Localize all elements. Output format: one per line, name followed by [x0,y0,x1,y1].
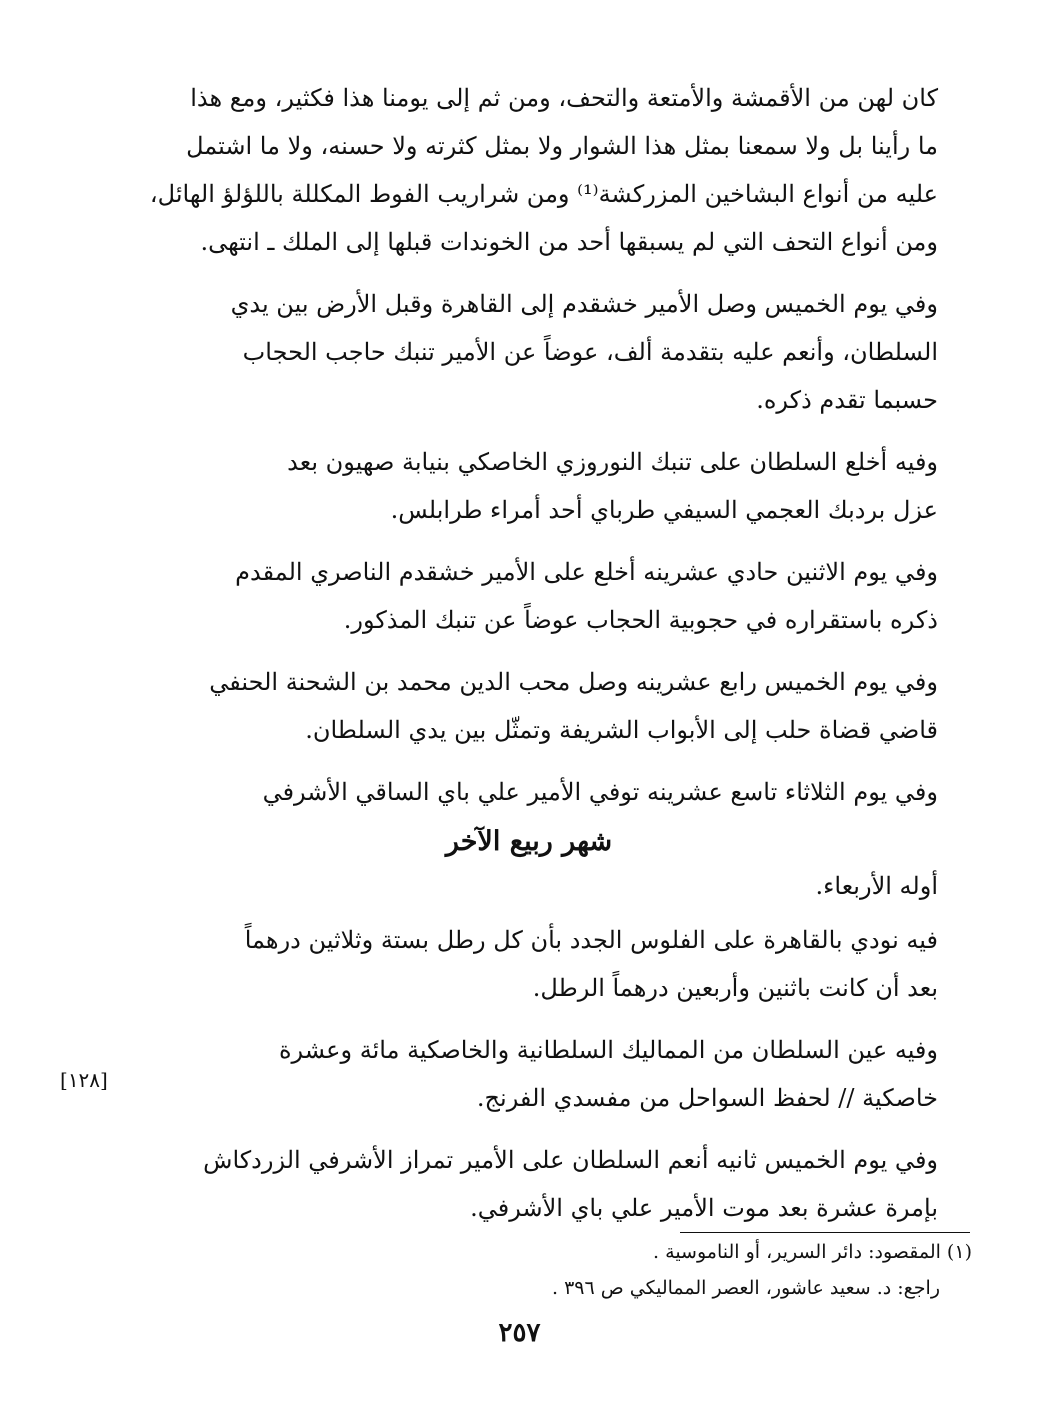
text-line: حسبما تقدم ذكره. [756,386,938,414]
page-number: ٢٥٧ [498,1318,541,1348]
paragraph-ibn-al-shihna [120,658,938,754]
text-line: وفي يوم الخميس ثانيه أنعم السلطان على الأمير تمراز الأشرفي الزردكاش [203,1146,938,1174]
footnote-separator [680,1232,970,1233]
text-line: عزل بردبك العجمي السيفي طرباي أحد أمراء طرابلس. [390,496,938,524]
paragraph-hujubiya-appointment [120,548,938,644]
text-line: قاضي قضاة حلب إلى الأبواب الشريفة وتمثّل بين يدي السلطان. [305,716,938,744]
paragraph-timraz-appointment [120,1136,938,1232]
text-line: كان لهن من الأقمشة والأمتعة والتحف، ومن ثم إلى يومنا هذا فكثير، ومع هذا [190,84,938,112]
manuscript-folio-marker: [١٢٨] [60,1068,108,1092]
paragraph-month-start [120,862,938,910]
text-line: وفيه أخلع السلطان على تنبك النوروزي الخاصكي بنيابة صهيون بعد [287,448,938,476]
paragraph-sahyun-appointment [120,438,938,534]
text-line: ذكره باستقراره في حجوبية الحجاب عوضاً عن تنبك المذكور. [343,606,938,634]
main-text-block-lower [120,862,938,1246]
text-line: بعد أن كانت باثنين وأربعين درهماً الرطل. [532,974,938,1002]
paragraph-trousseau [120,74,938,266]
text-line: عليه من أنواع البشاخين المزركشة⁽¹⁾ ومن شراريب الفوط المكللة باللؤلؤ الهائل، [149,180,938,208]
text-line: السلطان، وأنعم عليه بتقدمة ألف، عوضاً عن الأمير تنبك حاجب الحجاب [242,338,938,366]
text-line: بإمرة عشرة بعد موت الأمير علي باي الأشرفي. [470,1194,938,1222]
text-line: وفيه عين السلطان من المماليك السلطانية والخاصكية مائة وعشرة [278,1036,938,1064]
text-line: خاصكية // لحفظ السواحل من مفسدي الفرنج. [476,1084,938,1112]
paragraph-ali-bay-death [120,768,938,816]
paragraph-coast-guard [120,1026,938,1122]
footnotes [120,1234,972,1306]
text-line: وفي يوم الاثنين حادي عشرينه أخلع على الأمير خشقدم الناصري المقدم [235,558,938,586]
paragraph-copper-coins [120,916,938,1012]
text-line: وفي يوم الخميس رابع عشرينه وصل محب الدين محمد بن الشحنة الحنفي [209,668,938,696]
footnote-reference: راجع: د. سعيد عاشور، العصر المماليكي ص ٣٩٦ . [551,1277,940,1299]
paragraph-khushqadam-arrival [120,280,938,424]
text-line: أوله الأربعاء. [815,872,938,900]
text-line: وفي يوم الثلاثاء تاسع عشرينه توفي الأمير علي باي الساقي الأشرفي [262,778,938,806]
text-line: فيه نودي بالقاهرة على الفلوس الجدد بأن كل رطل بستة وثلاثين درهماً [244,926,938,954]
footnote-1: (١) المقصود: دائر السرير، أو الناموسية . [653,1241,972,1263]
text-line: ومن أنواع التحف التي لم يسبقها أحد من الخوندات قبلها إلى الملك ـ انتهى. [200,228,938,256]
text-line: وفي يوم الخميس وصل الأمير خشقدم إلى القاهرة وقبل الأرض بين يدي [230,290,938,318]
text-line: ما رأينا بل ولا سمعنا بمثل هذا الشوار ولا بمثل كثرته ولا حسنه، ولا ما اشتمل [186,132,938,160]
section-heading: شهر ربيع الآخر [445,826,613,857]
main-text-block-upper [120,74,938,830]
